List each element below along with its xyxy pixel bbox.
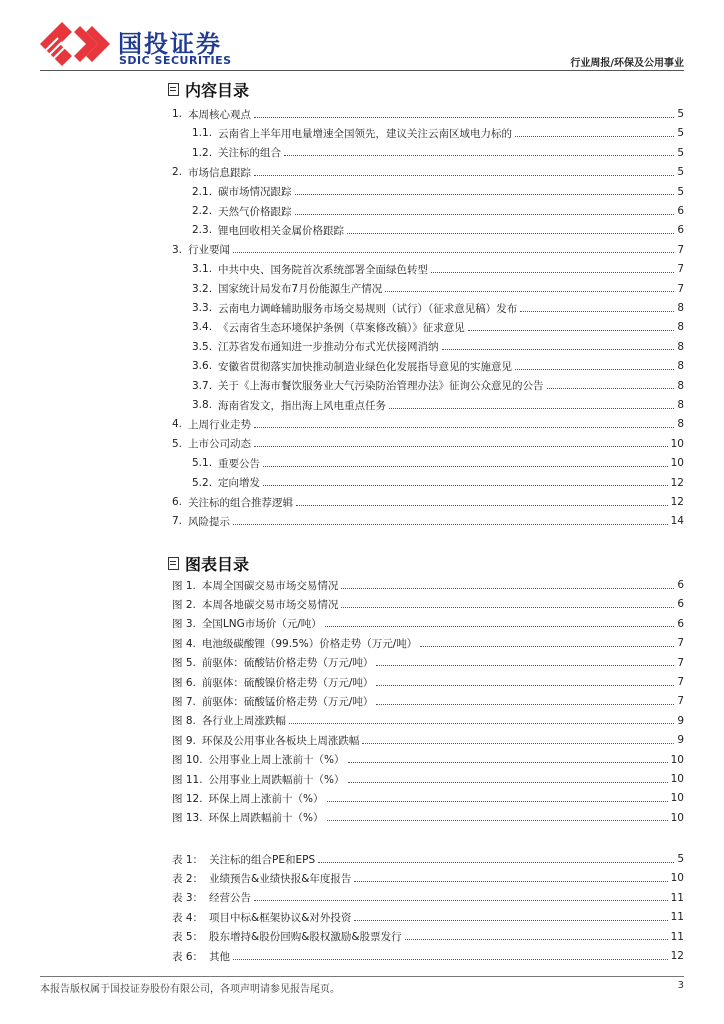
toc-entry[interactable]	[192, 221, 684, 239]
figures-title	[168, 552, 249, 575]
toc-entry-page: 10	[670, 753, 684, 766]
toc-entry-number: 图 5.	[172, 657, 196, 670]
toc-entry-page: 5	[677, 166, 684, 179]
dot-leader	[341, 607, 674, 608]
toc-entry[interactable]	[172, 241, 684, 259]
toc-entry-number: 图 6.	[172, 676, 196, 689]
toc-entry-label: 关注标的组合	[218, 147, 282, 160]
dot-leader	[354, 920, 667, 921]
toc-entry-page: 14	[670, 515, 684, 528]
dot-leader	[318, 862, 674, 863]
toc-entry-label: 关于《上海市餐饮服务业大气污染防治管理办法》征询公众意见的公告	[218, 380, 544, 393]
dot-leader	[515, 136, 674, 137]
toc-entry[interactable]	[192, 280, 684, 298]
toc-entry-label: 本周各地碳交易市场交易情况	[201, 598, 339, 611]
toc-entry[interactable]	[172, 789, 684, 807]
toc-entry-page: 8	[677, 418, 684, 431]
toc-entry-page: 6	[677, 205, 684, 217]
document-icon	[168, 557, 179, 570]
toc-entry[interactable]	[172, 889, 684, 907]
toc-entry-page: 6	[677, 224, 684, 237]
toc-entry[interactable]	[172, 493, 684, 511]
toc-entry-label: 前驱体：硫酸钴价格走势（万元/吨）	[201, 657, 374, 670]
toc-entry[interactable]	[192, 124, 684, 142]
toc-entry-page: 7	[677, 676, 684, 688]
toc-entry-number: 5.1.	[192, 457, 213, 470]
toc-entry-number: 图 3.	[172, 618, 196, 631]
toc-entry-label: 各行业上周涨跌幅	[201, 715, 286, 728]
toc-entry-label: 国家统计局发布7月份能源生产情况	[218, 283, 383, 296]
dot-leader	[376, 685, 674, 686]
toc-entry[interactable]	[172, 595, 684, 613]
dot-leader	[233, 959, 668, 960]
toc-entry-number: 1.2.	[192, 146, 213, 159]
toc-entry[interactable]	[192, 357, 684, 375]
toc-entry-page: 12	[670, 950, 684, 962]
toc-entry-number: 2.2.	[192, 205, 213, 217]
toc-entry[interactable]	[172, 512, 684, 530]
toc-entry-label: 市场信息跟踪	[188, 166, 252, 179]
toc-entry-page: 10	[670, 437, 684, 450]
toc-entry-label: 本周全国碳交易市场交易情况	[201, 579, 339, 592]
dot-leader	[325, 626, 675, 627]
toc-entry-label: 上市公司动态	[188, 438, 252, 451]
toc-entry-label: 前驱体：硫酸镍价格走势（万元/吨）	[201, 676, 374, 689]
toc-entry-page: 8	[677, 360, 684, 373]
toc-entry-page: 10	[670, 872, 684, 885]
header-divider	[40, 70, 684, 71]
toc-entry-label: 云南电力调峰辅助服务市场交易规则（试行）（征求意见稿）发布	[218, 302, 518, 315]
toc-entry-page: 5	[677, 127, 684, 140]
toc-entry[interactable]	[172, 634, 684, 652]
dot-leader	[547, 388, 675, 389]
document-icon	[168, 83, 179, 96]
toc-entry-number: 4.	[172, 418, 183, 431]
toc-entry-number: 图 4.	[172, 637, 196, 650]
toc-entry-number: 表 3：	[172, 892, 204, 905]
page-number: 3	[677, 980, 684, 991]
contents-title	[168, 78, 249, 101]
toc-entry-label: 定向增发	[218, 477, 261, 490]
toc-entry-number: 3.5.	[192, 340, 213, 353]
toc-entry[interactable]	[172, 712, 684, 730]
toc-entry-number: 图 2.	[172, 598, 196, 611]
toc-entry-page: 9	[677, 714, 684, 727]
toc-entry-number: 表 2：	[172, 872, 204, 885]
dot-leader	[254, 175, 674, 176]
toc-entry-label: 安徽省贯彻落实加快推动制造业绿色化发展指导意见的实施意见	[218, 360, 513, 373]
figures-title-text: 图表目录	[185, 555, 250, 574]
toc-entry-number: 图 1.	[172, 579, 196, 592]
toc-entry-label: 环保上周上涨前十（%）	[208, 792, 324, 805]
toc-entry-number: 表 1：	[172, 853, 204, 866]
dot-leader	[233, 524, 668, 525]
toc-entry-label: 海南省发文，指出海上风电重点任务	[218, 399, 387, 412]
dot-leader	[233, 252, 674, 253]
toc-entry[interactable]	[172, 751, 684, 769]
logo-chinese-name: 国投证券	[118, 30, 222, 58]
toc-entry-page: 5	[677, 146, 684, 159]
toc-entry[interactable]	[172, 415, 684, 433]
toc-entry-number: 表 5：	[172, 931, 204, 944]
toc-entry-page: 10	[670, 457, 684, 470]
dot-leader	[442, 349, 675, 350]
dot-leader	[254, 446, 668, 447]
dot-leader	[296, 505, 668, 506]
toc-entry-number: 3.	[172, 243, 183, 256]
toc-entry-number: 图 9.	[172, 734, 196, 747]
toc-entry-number: 2.	[172, 166, 183, 179]
toc-entry-page: 5	[677, 185, 684, 198]
toc-entry[interactable]	[172, 435, 684, 453]
footer-disclaimer: 本报告版权属于国投证券股份有限公司，各项声明请参见报告尾页。	[40, 984, 340, 995]
toc-entry-number: 3.2.	[192, 282, 213, 295]
toc-entry-page: 7	[677, 282, 684, 295]
page-header	[0, 0, 724, 70]
toc-entry-number: 1.1.	[192, 127, 213, 140]
toc-entry[interactable]	[192, 396, 684, 414]
toc-entry-number: 2.1.	[192, 185, 213, 198]
toc-entry-page: 8	[677, 340, 684, 353]
toc-entry-label: 本周核心观点	[188, 108, 252, 121]
toc-entry-label: 前驱体：硫酸锰价格走势（万元/吨）	[201, 695, 374, 708]
dot-leader	[347, 233, 674, 234]
toc-entry-label: 环保上周跌幅前十（%）	[208, 812, 324, 825]
logo-english-name: SDIC SECURITIES	[119, 54, 232, 67]
toc-entry-page: 6	[677, 617, 684, 630]
dot-leader	[431, 272, 674, 273]
dot-leader	[405, 939, 668, 940]
toc-entry[interactable]	[172, 928, 684, 946]
footer-divider	[40, 976, 684, 977]
toc-entry-label: 行业要闻	[188, 244, 231, 257]
toc-entry-number: 5.2.	[192, 476, 213, 489]
dot-leader	[341, 588, 674, 589]
toc-entry-label: 锂电回收相关金属价格跟踪	[218, 224, 345, 237]
toc-entry[interactable]	[172, 615, 684, 633]
toc-entry[interactable]	[172, 163, 684, 181]
toc-entry[interactable]	[172, 731, 684, 749]
toc-entry-page: 11	[670, 930, 684, 943]
toc-entry-label: 天然气价格跟踪	[218, 205, 292, 218]
toc-entry-page: 11	[670, 891, 684, 904]
dot-leader	[520, 311, 674, 312]
toc-entry[interactable]	[172, 908, 684, 926]
dot-leader	[327, 801, 668, 802]
toc-entry-page: 11	[670, 911, 684, 924]
dot-leader	[376, 665, 674, 666]
dot-leader	[254, 117, 674, 118]
dot-leader	[289, 723, 674, 724]
toc-entry[interactable]	[172, 770, 684, 788]
toc-entry-label: 中共中央、国务院首次系统部署全面绿色转型	[218, 263, 429, 276]
toc-entry-number: 3.8.	[192, 399, 213, 411]
toc-entry-label: 风险提示	[188, 515, 231, 528]
toc-entry-page: 6	[677, 579, 684, 591]
toc-entry-label: 上周行业走势	[188, 418, 252, 431]
toc-entry[interactable]	[192, 144, 684, 162]
dot-leader	[295, 214, 675, 215]
dot-leader	[515, 369, 674, 370]
toc-entry-page: 5	[677, 108, 684, 120]
toc-entry[interactable]	[192, 474, 684, 492]
toc-entry-number: 表 6：	[172, 950, 204, 963]
toc-entry[interactable]	[192, 377, 684, 395]
toc-entry-number: 6.	[172, 496, 183, 508]
toc-entry-label: 《云南省生态环境保护条例（草案修改稿）》征求意见	[218, 321, 465, 334]
toc-entry[interactable]	[172, 654, 684, 672]
toc-entry[interactable]	[172, 809, 684, 827]
toc-entry-number: 图 12.	[172, 792, 203, 805]
toc-entry-number: 图 10.	[172, 754, 203, 767]
dot-leader	[348, 782, 668, 783]
toc-entry-page: 12	[670, 476, 684, 489]
toc-entry-page: 10	[670, 811, 684, 824]
dot-leader	[263, 466, 668, 467]
toc-entry-label: 其他	[209, 950, 231, 963]
dot-leader	[420, 646, 674, 647]
dot-leader	[327, 820, 668, 821]
contents-title-text: 内容目录	[185, 81, 250, 100]
toc-entry[interactable]	[172, 692, 684, 710]
toc-entry-page: 12	[670, 496, 684, 508]
toc-entry-label: 关注标的组合推荐逻辑	[188, 496, 294, 509]
toc-entry-number: 1.	[172, 108, 183, 120]
toc-entry-label: 碳市场情况跟踪	[218, 186, 292, 199]
toc-entry-number: 3.4.	[192, 321, 213, 334]
dot-leader	[376, 704, 674, 705]
dot-leader	[362, 743, 674, 744]
toc-entry-page: 10	[670, 773, 684, 785]
toc-entry[interactable]	[192, 454, 684, 472]
toc-entry-label: 关注标的组合PE和EPS	[209, 853, 316, 866]
toc-entry[interactable]	[192, 338, 684, 356]
dot-leader	[284, 155, 674, 156]
toc-entry[interactable]	[172, 947, 684, 965]
toc-entry-number: 图 8.	[172, 715, 196, 728]
company-logo	[40, 22, 240, 68]
toc-entry-number: 2.3.	[192, 224, 213, 237]
toc-entry-label: 全国LNG市场价（元/吨）	[201, 618, 322, 631]
toc-entry-label: 经营公告	[209, 892, 252, 905]
toc-entry-label: 股东增持&股份回购&股权激励&股票发行	[209, 931, 402, 944]
toc-entry-page: 5	[677, 853, 684, 865]
toc-entry[interactable]	[192, 299, 684, 317]
toc-entry-page: 7	[677, 695, 684, 708]
toc-entry-number: 图 13.	[172, 812, 203, 825]
dot-leader	[295, 194, 675, 195]
dot-leader	[385, 291, 674, 292]
toc-entry-page: 8	[677, 321, 684, 334]
toc-entry-label: 环保及公用事业各板块上周涨跌幅	[201, 734, 360, 747]
toc-entry[interactable]	[172, 576, 684, 594]
toc-entry-number: 图 11.	[172, 773, 203, 786]
toc-entry-label: 业绩预告&业绩快报&年度报告	[209, 872, 352, 885]
toc-entry[interactable]	[192, 183, 684, 201]
toc-entry-page: 8	[677, 379, 684, 392]
toc-entry-label: 电池级碳酸锂（99.5%）价格走势（万元/吨）	[201, 637, 418, 650]
toc-entry[interactable]	[172, 869, 684, 887]
toc-entry-label: 公用事业上周跌幅前十（%）	[208, 773, 345, 786]
toc-entry-number: 3.6.	[192, 360, 213, 373]
toc-entry-page: 7	[677, 637, 684, 650]
toc-entry[interactable]	[172, 673, 684, 691]
toc-entry[interactable]	[172, 850, 684, 868]
report-category: 行业周报/环保及公用事业	[570, 58, 684, 69]
toc-entry-label: 江苏省发布通知进一步推动分布式光伏接网消纳	[218, 341, 439, 354]
dot-leader	[254, 900, 668, 901]
toc-entry-number: 3.7.	[192, 379, 213, 392]
toc-entry-number: 3.3.	[192, 302, 213, 314]
toc-entry[interactable]	[192, 318, 684, 336]
toc-entry-label: 项目中标&框架协议&对外投资	[209, 911, 352, 924]
toc-entry-page: 9	[677, 734, 684, 747]
toc-entry-page: 7	[677, 656, 684, 669]
toc-entry-number: 7.	[172, 515, 183, 528]
toc-entry-label: 云南省上半年用电量增速全国领先，建议关注云南区域电力标的	[218, 127, 513, 140]
logo-mark-icon	[40, 22, 116, 66]
toc-entry-page: 10	[670, 792, 684, 805]
toc-entry-page: 8	[677, 399, 684, 411]
toc-entry[interactable]	[192, 202, 684, 220]
dot-leader	[348, 762, 668, 763]
toc-entry-page: 7	[677, 263, 684, 276]
toc-entry-number: 5.	[172, 437, 183, 450]
toc-entry-number: 表 4：	[172, 911, 204, 924]
toc-entry-number: 图 7.	[172, 695, 196, 708]
toc-entry[interactable]	[172, 105, 684, 123]
toc-entry-label: 重要公告	[218, 457, 261, 470]
dot-leader	[389, 408, 674, 409]
dot-leader	[354, 881, 667, 882]
toc-entry-number: 3.1.	[192, 263, 213, 276]
dot-leader	[254, 427, 674, 428]
toc-entry-page: 7	[677, 243, 684, 256]
dot-leader	[468, 330, 675, 331]
toc-entry-page: 8	[677, 302, 684, 314]
toc-entry-page: 6	[677, 598, 684, 611]
dot-leader	[263, 485, 668, 486]
toc-entry[interactable]	[192, 260, 684, 278]
toc-entry-label: 公用事业上周上涨前十（%）	[208, 754, 345, 767]
